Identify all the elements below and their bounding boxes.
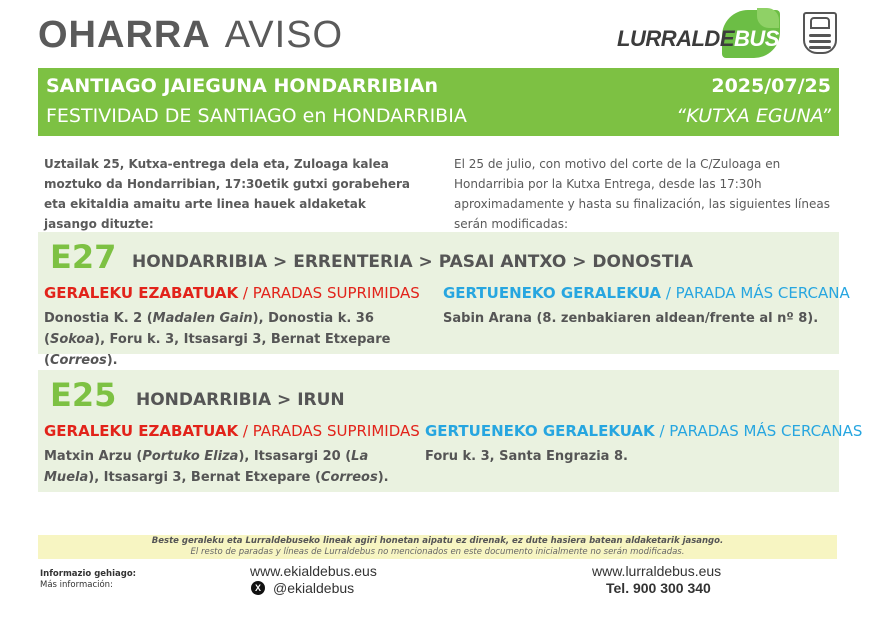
line-card-e27	[38, 232, 850, 368]
nearest-stop-heading: GERTUENEKO GERALEKUA / PARADA MÁS CERCANA	[443, 284, 850, 302]
event-banner	[38, 68, 839, 136]
suppressed-stops-heading: GERALEKU EZABATUAK / PARADAS SUPRIMIDAS	[44, 422, 420, 440]
line-code: E27	[50, 238, 117, 276]
banner-event-name: “KUTXA EGUNA”	[676, 105, 831, 127]
nearest-stops-heading: GERTUENEKO GERALEKUAK / PARADAS MÁS CERCANAS	[425, 422, 863, 440]
nearest-stop-list: Sabin Arana (8. zenbakiaren aldean/frente al nº 8).	[443, 311, 819, 326]
disclaimer-note	[38, 535, 837, 559]
gipuzkoa-seal-icon	[803, 12, 837, 54]
note-es: El resto de paradas y líneas de Lurraldebus no mencionados en este documento inicialmente no serán modificadas.	[190, 547, 685, 557]
intro-text-eu: Uztailak 25, Kutxa-entrega dela eta, Zuloaga kalea moztuko da Hondarribian, 17:30etik gutxi gorabehera eta ekitaldia amaitu arte linea hauek aldaketak jasango dituzte:	[44, 157, 411, 231]
line-route: HONDARRIBIA > IRUN	[136, 390, 345, 410]
x-twitter-icon: X	[251, 581, 265, 595]
title-es: AVISO	[224, 14, 344, 56]
ekialdebus-website-link[interactable]: www.ekialdebus.eus	[250, 563, 377, 579]
suppressed-stops-list: Donostia K. 2 (Madalen Gain), Donostia k. 36 (Sokoa), Foru k. 3, Itsasargi 3, Bernat Etxepare (Correos).	[44, 311, 391, 368]
lurraldebus-logo	[617, 8, 779, 60]
line-code: E25	[50, 376, 117, 414]
banner-date: 2025/07/25	[711, 75, 831, 97]
suppressed-stops-heading: GERALEKU EZABATUAK / PARADAS SUPRIMIDAS	[44, 284, 420, 302]
banner-title-eu: SANTIAGO JAIEGUNA HONDARRIBIAn	[46, 75, 438, 97]
line-card-e25	[38, 370, 863, 492]
note-eu: Beste geraleku eta Lurraldebuseko lineak agiri honetan aipatu ez direnak, ez dute hasiera batean aldaketarik jasango.	[151, 536, 724, 546]
banner-title-es: FESTIVIDAD DE SANTIAGO en HONDARRIBIA	[46, 105, 467, 127]
more-info-label: Informazio gehiago: Más información:	[40, 569, 137, 590]
logo-leaf-tip-shape	[757, 8, 779, 28]
seal-crown-shape	[810, 17, 830, 29]
twitter-handle-link[interactable]: X @ekialdebus	[251, 580, 354, 596]
line-route: HONDARRIBIA > ERRENTERIA > PASAI ANTXO > DONOSTIA	[132, 252, 693, 272]
logo-text: LURRALDEBUS	[617, 26, 779, 51]
title-eu: OHARRA	[38, 14, 211, 56]
phone-number[interactable]: Tel. 900 300 340	[606, 580, 711, 596]
suppressed-stops-list: Matxin Arzu (Portuko Eliza), Itsasargi 20 (La Muela), Itsasargi 3, Bernat Etxepare (Correos).	[44, 449, 389, 485]
page-title	[38, 14, 343, 57]
intro-text-es: El 25 de julio, con motivo del corte de la C/Zuloaga en Hondarribia por la Kutxa Entrega, desde las 17:30h aproximadamente y hasta su finalización, las siguientes líneas serán modificadas:	[454, 157, 830, 231]
nearest-stops-list: Foru k. 3, Santa Engrazia 8.	[425, 449, 628, 464]
lurraldebus-website-link[interactable]: www.lurraldebus.eus	[592, 563, 722, 579]
